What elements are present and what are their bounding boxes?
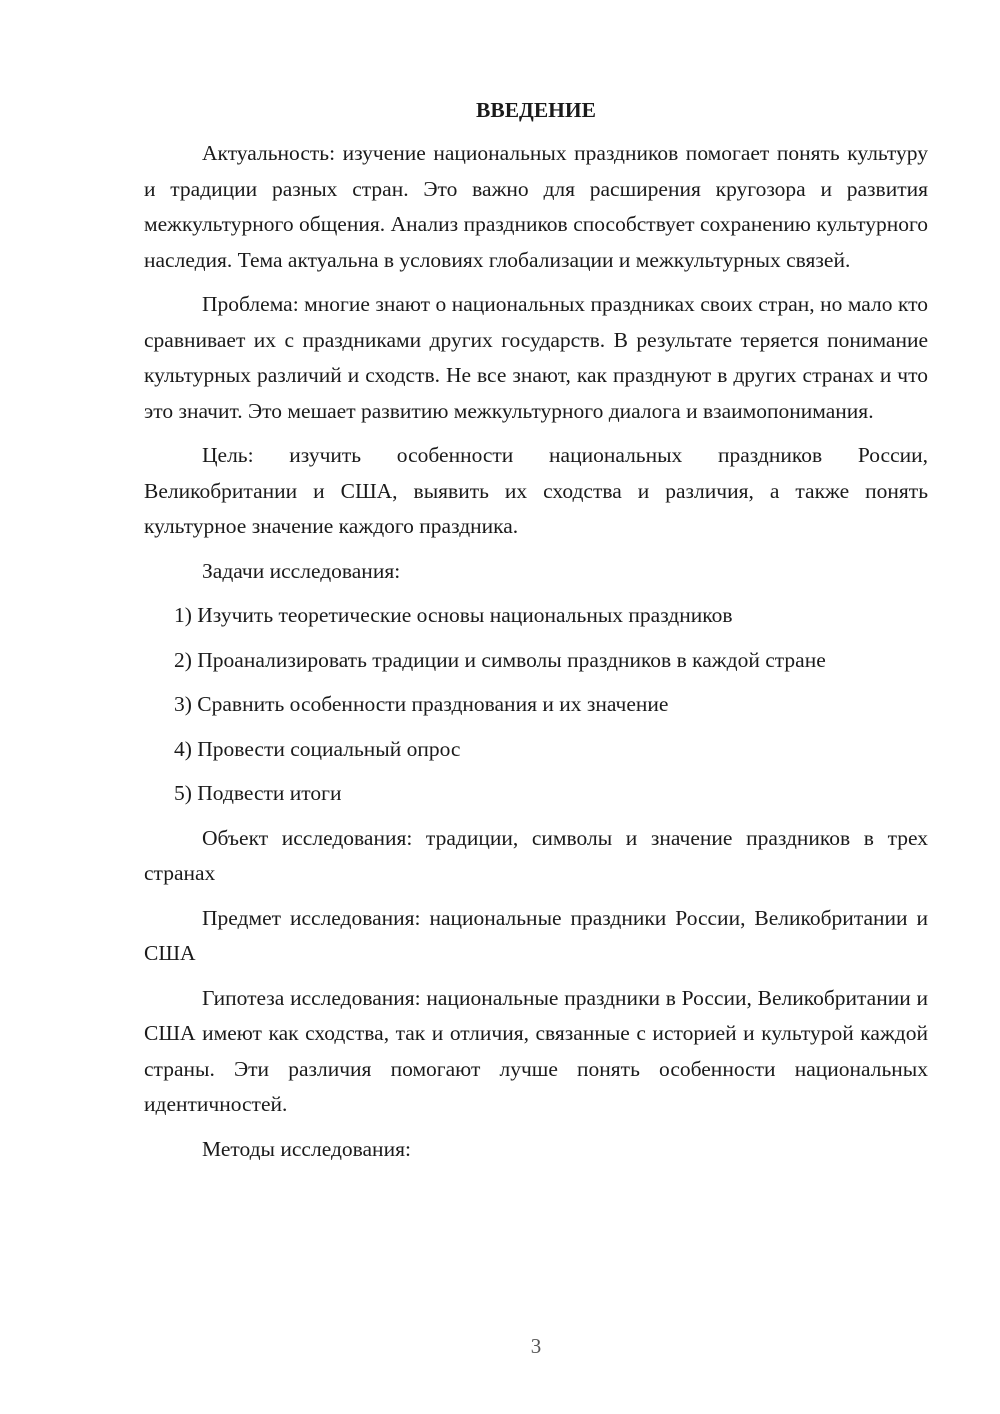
task-item-2: 2) Проанализировать традиции и символы праздников в каждой стране (174, 647, 826, 672)
task-item-3: 3) Сравнить особенности празднования и их значение (174, 692, 669, 716)
methods-title: Методы исследования: (202, 1136, 411, 1161)
page-number: 3 (530, 1334, 542, 1358)
tasks-title: Задачи исследования: (202, 558, 401, 583)
task-item-5: 5) Подвести итоги (174, 781, 342, 805)
paragraph-problem: Проблема: многие знают о национальных праздниках своих стран, но мало кто сравнивает их с праздниками других государств. В результате теряется понимание культурных различий и сходств. Не все знают, как празднуют в других странах и что это значит. Это мешает развитию межкультурного диалога и взаимопонимания. (144, 292, 928, 423)
task-item-1: 1) Изучить теоретические основы национальных праздников (174, 603, 733, 627)
paragraph-hypothesis: Гипотеза исследования: национальные праздники в России, Великобритании и США имеют как сходства, так и отличия, связанные с историей и культурой каждой страны. Эти различия помогают лучше понять особенности национальных идентичностей. (144, 985, 928, 1116)
paragraph-object: Объект исследования: традиции, символы и значение праздников в трех странах (144, 825, 928, 885)
paragraph-goal: Цель: изучить особенности национальных праздников России, Великобритании и США, выявить их сходства и различия, а также понять культурное значение каждого праздника. (144, 443, 928, 538)
section-heading: ВВЕДЕНИЕ (476, 98, 596, 122)
paragraph-relevance: Актуальность: изучение национальных праздников помогает понять культуру и традиции разных стран. Это важно для расширения кругозора и развития межкультурного общения. Анализ праздников способствует сохранению культурного наследия. Тема актуальна в условиях глобализации и межкультурных связей. (144, 141, 928, 272)
task-item-4: 4) Провести социальный опрос (174, 736, 461, 761)
document-page (144, 92, 928, 1176)
paragraph-subject: Предмет исследования: национальные праздники России, Великобритании и США (144, 905, 928, 965)
